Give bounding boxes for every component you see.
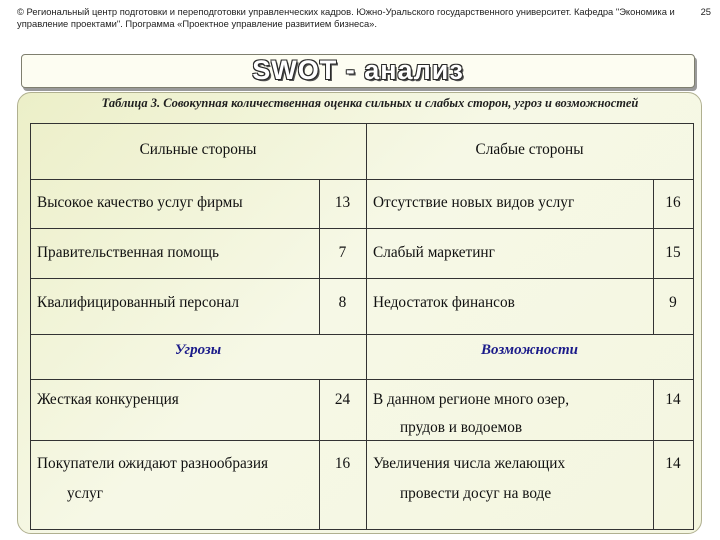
weakness-score: 16 — [665, 194, 681, 211]
strength-label: Квалифицированный персонал — [37, 294, 240, 311]
table-border-right — [693, 123, 694, 530]
swot-table — [30, 123, 694, 530]
strength-label: Правительственная помощь — [37, 244, 220, 261]
table-border-left — [30, 123, 31, 530]
strength-score: 8 — [338, 294, 347, 311]
threats-header: Угрозы — [174, 342, 222, 358]
weakness-label: Отсутствие новых видов услуг — [373, 194, 575, 211]
row-line — [30, 334, 694, 335]
threat-score: 16 — [334, 455, 351, 472]
opportunity-label: Увеличения числа желающих — [373, 455, 566, 472]
slide-title: SWOT - анализ — [252, 55, 464, 85]
slide-title-bar — [21, 54, 695, 88]
row-line — [30, 440, 694, 441]
opportunity-label-continued: провести досуг на воде — [400, 485, 552, 502]
threat-label: Покупатели ожидают разнообразия — [37, 455, 269, 472]
opportunities-header: Возможности — [481, 342, 578, 358]
strength-score: 13 — [334, 194, 351, 211]
table-caption: Таблица 3. Совокупная количественная оценка сильных и слабых сторон, угроз и возможностей — [101, 96, 639, 110]
table-border-bottom — [30, 529, 694, 530]
strength-label: Высокое качество услуг фирмы — [37, 194, 243, 211]
row-line — [30, 179, 694, 180]
row-line — [30, 278, 694, 279]
opportunity-label: В данном регионе много озер, — [373, 391, 570, 408]
opportunity-score: 14 — [665, 391, 681, 408]
opportunity-label-continued: прудов и водоемов — [400, 419, 523, 436]
table-divider-center — [366, 123, 367, 530]
table-border-top — [30, 123, 694, 124]
weakness-label: Слабый маркетинг — [373, 244, 495, 261]
threat-label-continued: услуг — [67, 485, 103, 502]
weakness-score: 15 — [665, 244, 681, 261]
threat-label: Жесткая конкуренция — [37, 391, 179, 408]
weakness-score: 9 — [669, 294, 677, 311]
page-number: 25 — [700, 6, 711, 17]
weaknesses-header: Слабые стороны — [475, 141, 584, 158]
strength-score: 7 — [338, 244, 347, 261]
strengths-header: Сильные стороны — [139, 141, 257, 158]
row-line — [30, 228, 694, 229]
row-line — [30, 379, 694, 380]
threat-score: 24 — [334, 391, 351, 408]
opportunity-score: 14 — [665, 455, 681, 472]
document-header: © Региональный центр подготовки и переподготовки управленческих кадров. Южно-Уральского государственного университет. Кафедра "Экономика и управление проектами". Программа «Проектное управление развитием бизнеса». — [17, 6, 675, 29]
weakness-label: Недостаток финансов — [373, 294, 515, 311]
